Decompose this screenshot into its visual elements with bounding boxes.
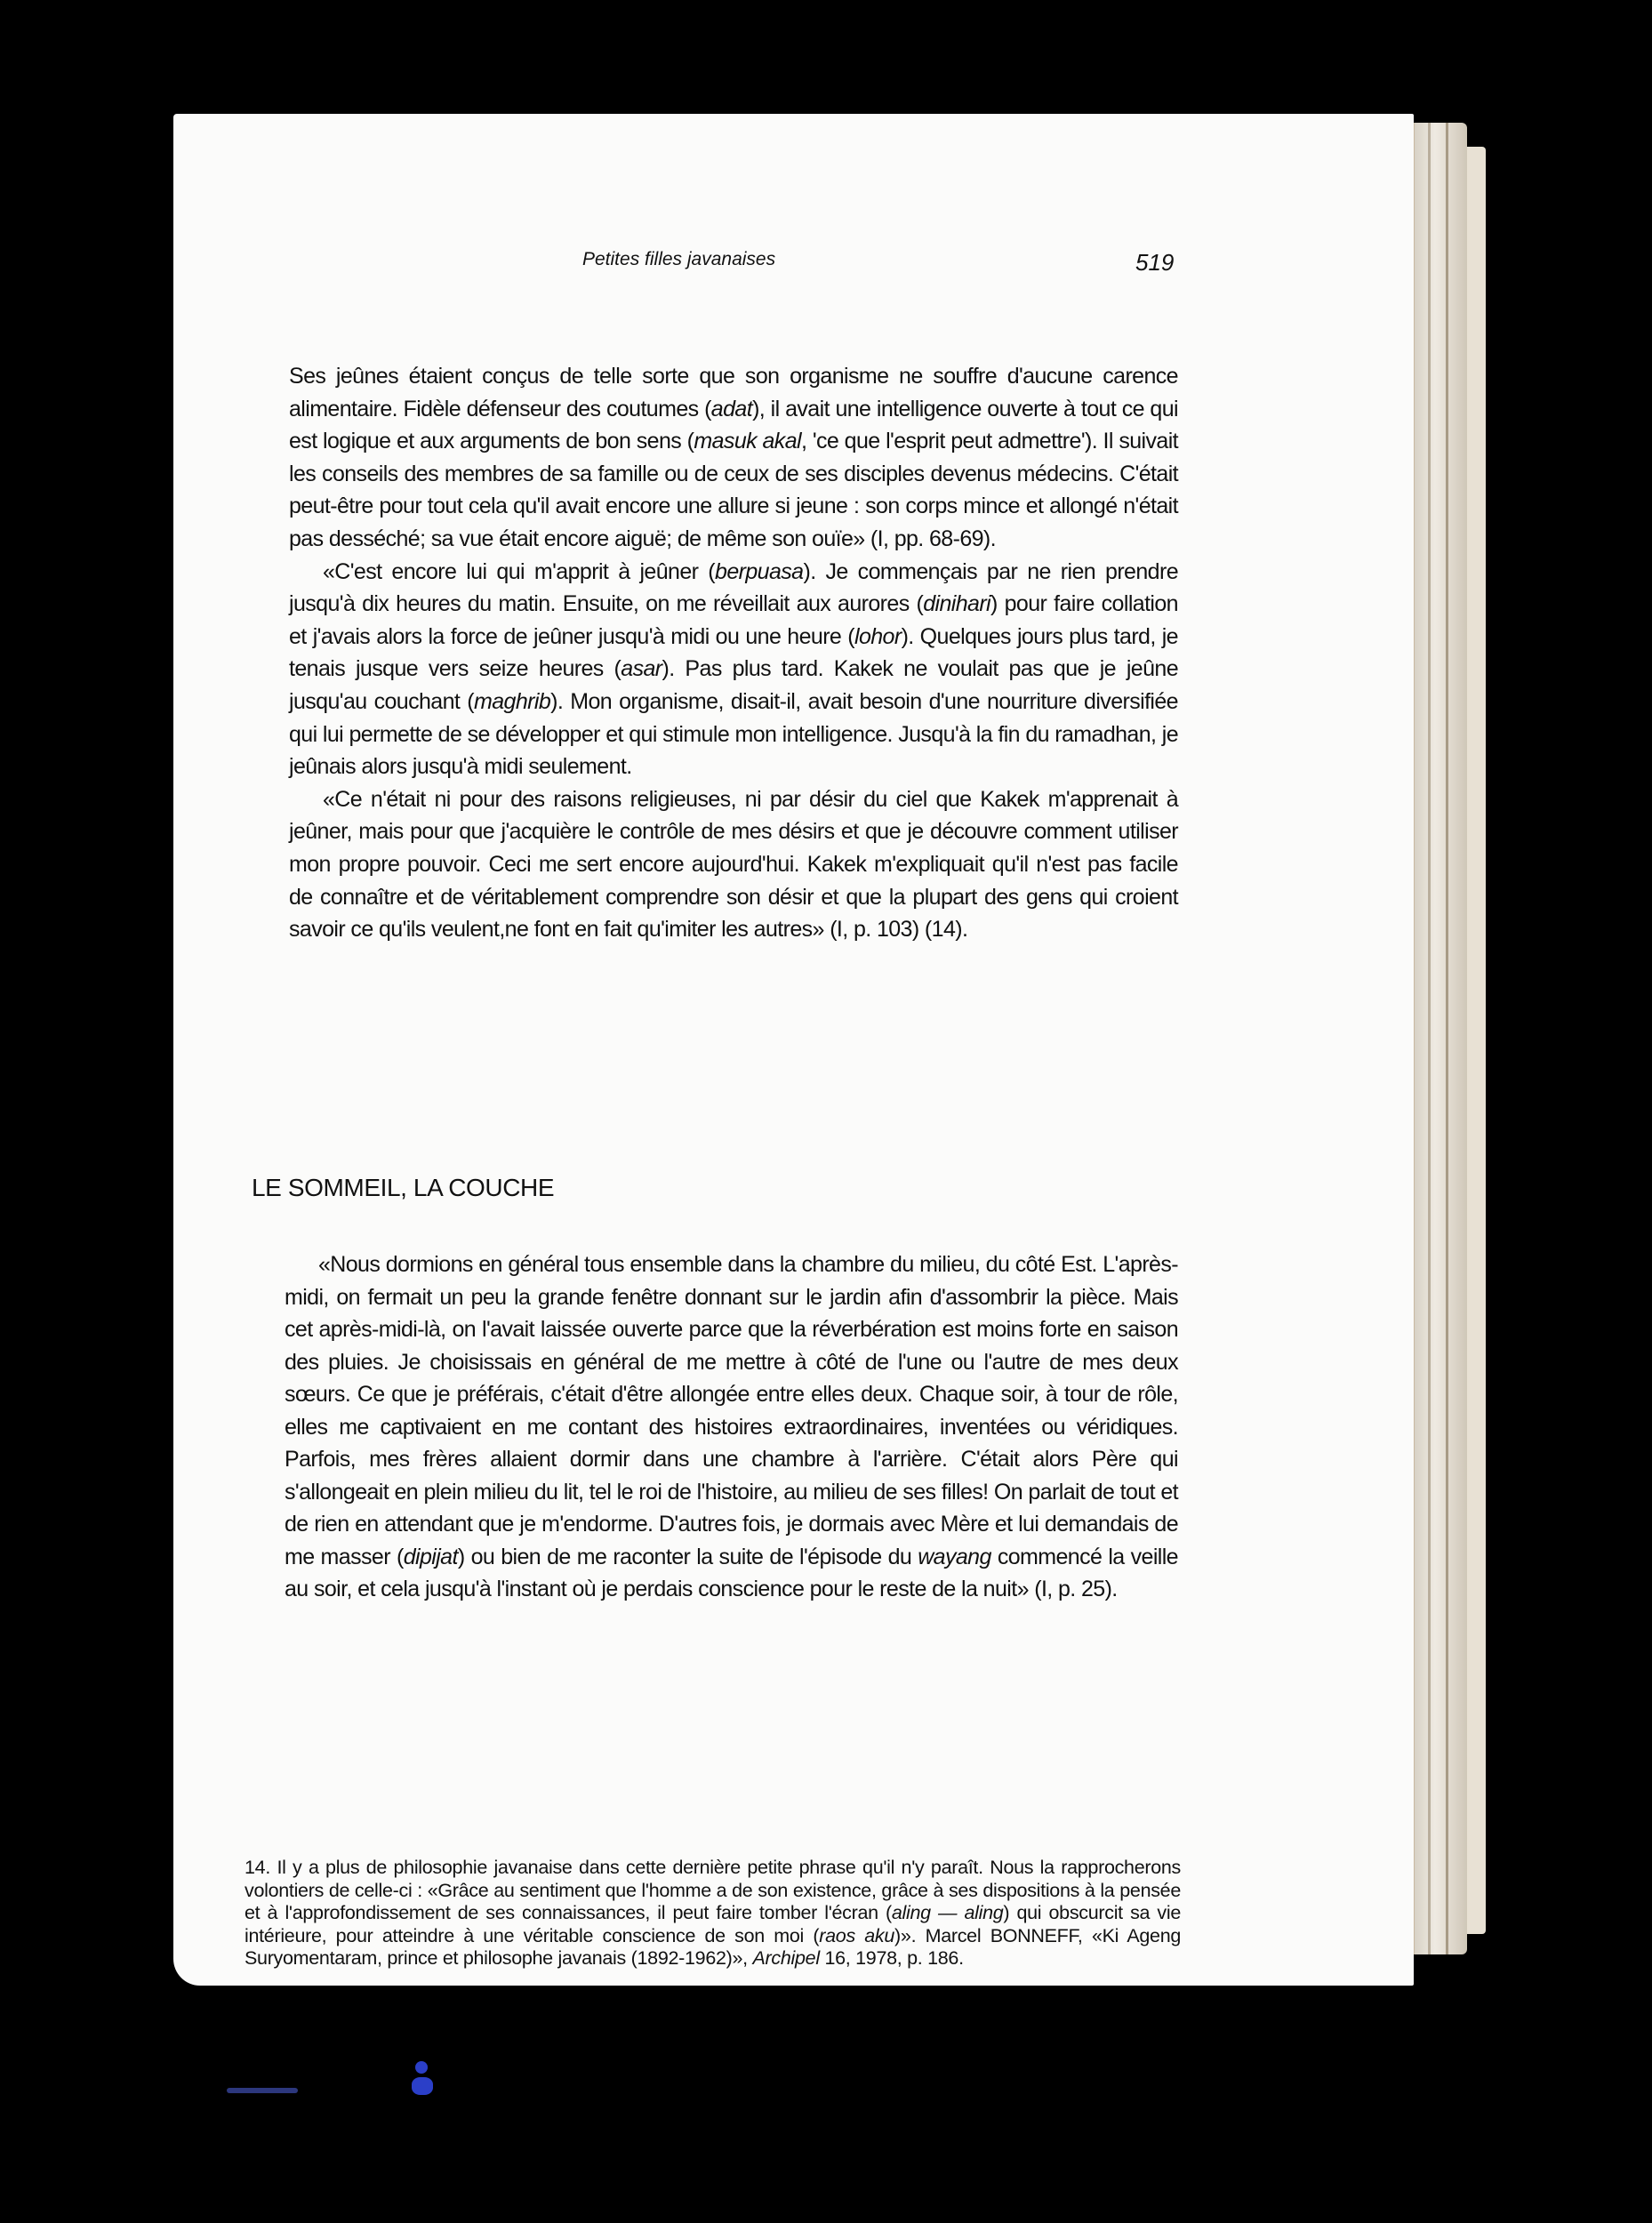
text-run: , 'ce que l'esprit peut admettre'). Il suivait les conseils des membres de sa famille ou de ceux de ses disciples devenus médecins. C'était peut-être pour tout cela qu'il avait encore une allure si jeune : son corps mince et allongé n'était pas desséché; sa vue était encore aiguë; de même son ouïe» (I, pp. 68-69). bbox=[289, 429, 1178, 551]
italic-term: wayang bbox=[918, 1544, 991, 1569]
page-number: 519 bbox=[1135, 249, 1175, 276]
italic-term: aling — aling bbox=[891, 1902, 1004, 1924]
text-run: commencé la veille au soir, et cela jusqu'à l'instant où je perdais conscience pour le reste de la nuit» (I, p. 25). bbox=[285, 1544, 1178, 1601]
text-run: Ses jeûnes étaient conçus de telle sorte que son organisme ne souffre d'aucune carence alimentaire. Fidèle défenseur des coutumes ( bbox=[289, 364, 1178, 421]
paragraph bbox=[285, 1248, 1178, 1606]
ink-mark bbox=[415, 2061, 428, 2074]
italic-term: Archipel bbox=[752, 1947, 820, 1970]
text-run: 14. Il y a plus de philosophie javanaise dans cette dernière petite phrase qu'il n'y paraît. Nous la rapprocherons volontiers de celle-ci : «Grâce au sentiment que l'homme a de son existence, grâce à ses dispositions à la pensée et à l'approfondissement de ses connaissances, il peut faire tomber l'écran ( bbox=[245, 1857, 1181, 1924]
text-run: «Ce n'était ni pour des raisons religieuses, ni par désir du ciel que Kakek m'apprenait à jeûner, mais pour que j'acquière le contrôle de mes désirs et que je découvre comment utiliser mon propre pouvoir. Ceci me sert encore aujourd'hui. Kakek m'expliquait qu'il n'est pas facile de connaître et de véritablement comprendre son désir et que la plupart des gens qui croient savoir ce qu'ils veulent,ne font en fait qu'imiter les autres» (I, p. 103) (14). bbox=[289, 786, 1178, 943]
text-run: ). Je commençais par ne rien prendre jusqu'à dix heures du matin. Ensuite, on me réveillait aux aurores ( bbox=[289, 558, 1178, 617]
text-run: 16, 1978, p. 186. bbox=[819, 1947, 964, 1970]
italic-term: masuk akal bbox=[694, 429, 801, 454]
ink-mark bbox=[227, 2088, 298, 2093]
book-page bbox=[173, 114, 1414, 1986]
text-run: «Nous dormions en général tous ensemble dans la chambre du milieu, du côté Est. L'après-midi, on fermait un peu la grande fenêtre donnant sur le jardin afin d'assombrir la pièce. Mais cet après-midi-là, on l'avait laissée ouverte parce que la réverbération est moins forte en saison des pluies. Je choisissais en général de me mettre à côté de l'une ou l'autre de mes deux sœurs. Ce que je préférais, c'était d'être allongée entre elles deux. Chaque soir, à tour de rôle, elles me captivaient en me contant des histoires extraordinaires, inventées ou véridiques. Parfois, mes frères allaient dormir dans une chambre à l'arrière. C'était alors Père qui s'allongeait en plein milieu du lit, tel le roi de l'histoire, au milieu de ses filles! On parlait de tout et de rien en attendant que je m'endorme. D'autres fois, je dormais avec Mère et lui demandais de me masser ( bbox=[285, 1252, 1178, 1569]
italic-term: dinihari bbox=[923, 591, 991, 617]
section-heading: LE SOMMEIL, LA COUCHE bbox=[252, 1174, 555, 1201]
text-run: ). Quelques jours plus tard, je tenais jusque vers seize heures ( bbox=[289, 623, 1178, 682]
page-edge-line bbox=[1446, 123, 1448, 1954]
text-run: )». Marcel BONNEFF, «Ki Ageng Suryomentaram, prince et philosophe javanais (1892-1962)», bbox=[245, 1924, 1182, 1970]
paragraph bbox=[289, 783, 1178, 946]
page-edge-line bbox=[1428, 123, 1431, 1954]
italic-term: adat bbox=[710, 396, 753, 421]
text-run: ) ou bien de me raconter la suite de l'épisode du bbox=[457, 1544, 918, 1569]
body-text bbox=[289, 360, 1178, 946]
text-run: ), il avait une intelligence ouverte à tout ce qui est logique et aux arguments de bon sens ( bbox=[289, 396, 1178, 454]
footnote bbox=[245, 1857, 1181, 1970]
text-run: ) qui obscurcit sa vie intérieure, pour atteindre à une véritable conscience de son moi ( bbox=[245, 1902, 1181, 1946]
running-head bbox=[173, 249, 1414, 285]
text-run: ) pour faire collation et j'avais alors la force de jeûner jusqu'à midi ou une heure ( bbox=[289, 591, 1178, 649]
italic-term: maghrib bbox=[474, 688, 551, 714]
text-run: «C'est encore lui qui m'apprit à jeûner ( bbox=[323, 558, 716, 584]
paragraph bbox=[289, 556, 1178, 783]
footnote-paragraph bbox=[245, 1857, 1181, 1970]
running-title: Petites filles javanaises bbox=[582, 249, 776, 269]
italic-term: berpuasa bbox=[715, 558, 804, 584]
body-text-section bbox=[285, 1248, 1178, 1606]
italic-term: asar bbox=[621, 656, 662, 682]
italic-term: raos aku bbox=[819, 1924, 895, 1946]
paragraph bbox=[289, 360, 1178, 556]
text-run: ). Pas plus tard. Kakek ne voulait pas que je jeûne jusqu'au couchant ( bbox=[289, 656, 1178, 714]
text-run: ). Mon organisme, disait-il, avait besoin d'une nourriture diversifiée qui lui permette de se développer et qui stimule mon intelligence. Jusqu'à la fin du ramadhan, je jeûnais alors jusqu'à midi seulement. bbox=[289, 688, 1178, 780]
italic-term: lohor bbox=[854, 623, 902, 649]
ink-mark bbox=[412, 2077, 433, 2095]
italic-term: dipijat bbox=[403, 1544, 458, 1569]
page-content bbox=[173, 114, 1414, 1986]
